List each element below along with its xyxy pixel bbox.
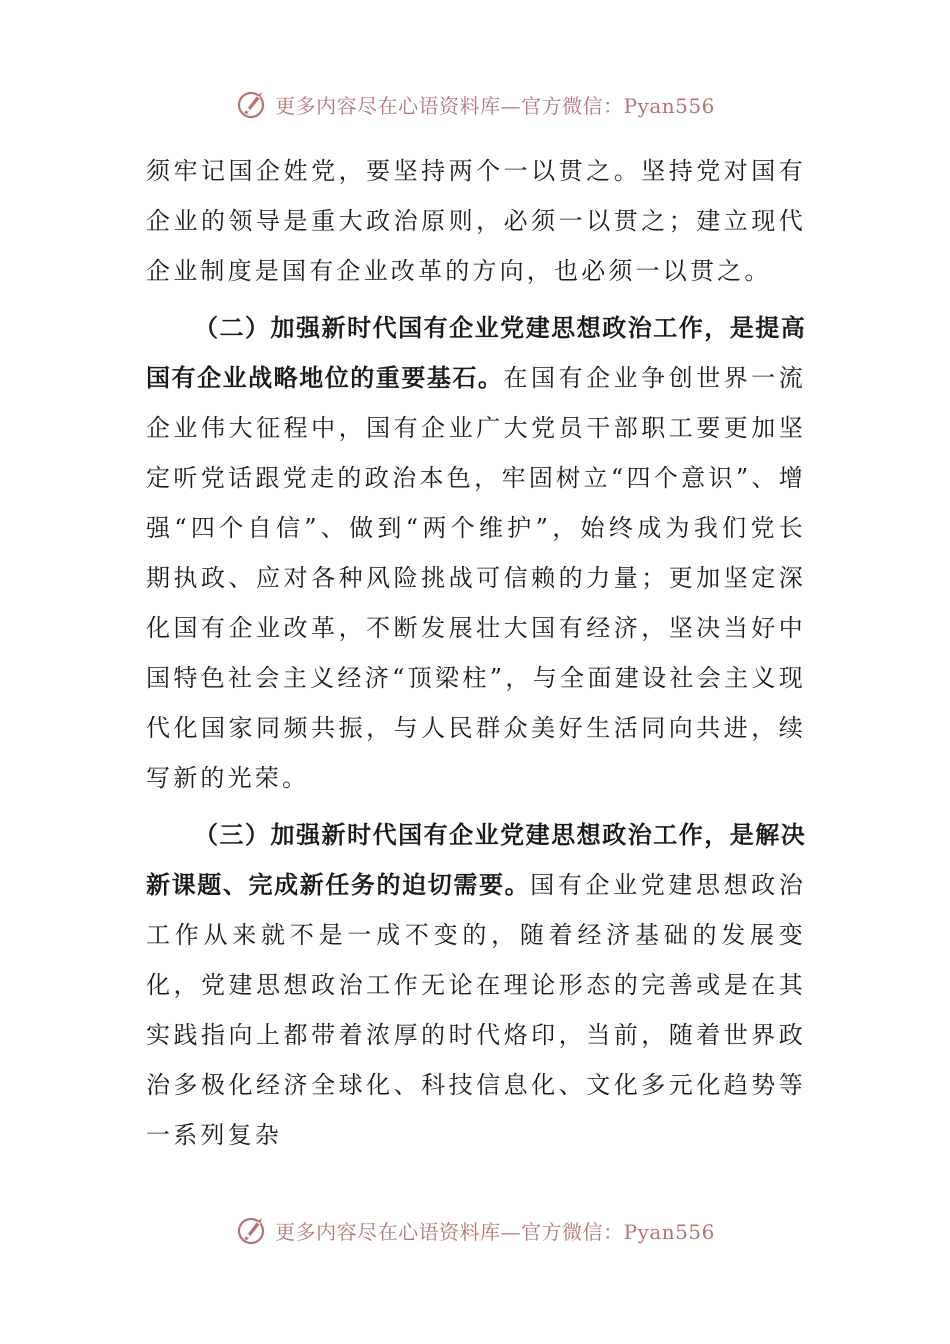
paragraph-continuation [146,146,806,296]
footer-watermark-banner [0,1208,950,1252]
paragraph-body: 国有企业党建思想政治工作从来就不是一成不变的，随着经济基础的发展变化，党建思想政治工作无论在理论形态的完善或是在其实践指向上都带着浓厚的时代烙印，当前，随着世界政治多极化经济全球化、科技信息化、文化多元化趋势等一系列复杂 [146,871,806,1149]
watermark-text: 更多内容尽在心语资料库—官方微信：Pyan556 [275,1219,715,1244]
paragraph-body: 在国有企业争创世界一流企业伟大征程中，国有企业广大党员干部职工要更加坚定听党话跟党走的政治本色，牢固树立“四个意识”、增强“四个自信”、做到“两个维护”，始终成为我们党长期执政、应对各种风险挑战可信赖的力量；更加坚定深化国有企业改革，不断发展壮大国有经济，坚决当好中国特色社会主义经济“顶梁柱”，与全面建设社会主义现代化国家同频共振，与人民群众美好生活同向共进，续写新的光荣。 [146,364,806,792]
paragraph-body: 须牢记国企姓党，要坚持两个一以贯之。坚持党对国有企业的领导是重大政治原则，必须一以贯之；建立现代企业制度是国有企业改革的方向，也必须一以贯之。 [146,157,806,285]
section-heading-3: （三）加强新时代国有企业党建思想政治工作，是解决新课题、完成新任务的迫切需要。 [146,820,806,899]
watermark-text: 更多内容尽在心语资料库—官方微信：Pyan556 [275,93,715,118]
paragraph-section-2 [146,303,806,803]
pen-nib-logo-icon [235,86,271,122]
paragraph-section-3 [146,810,806,1160]
pen-nib-logo-icon [235,1212,271,1248]
section-heading-2: （二）加强新时代国有企业党建思想政治工作，是提高国有企业战略地位的重要基石。 [146,313,806,392]
header-watermark-banner [0,82,950,126]
document-body [146,146,806,1160]
